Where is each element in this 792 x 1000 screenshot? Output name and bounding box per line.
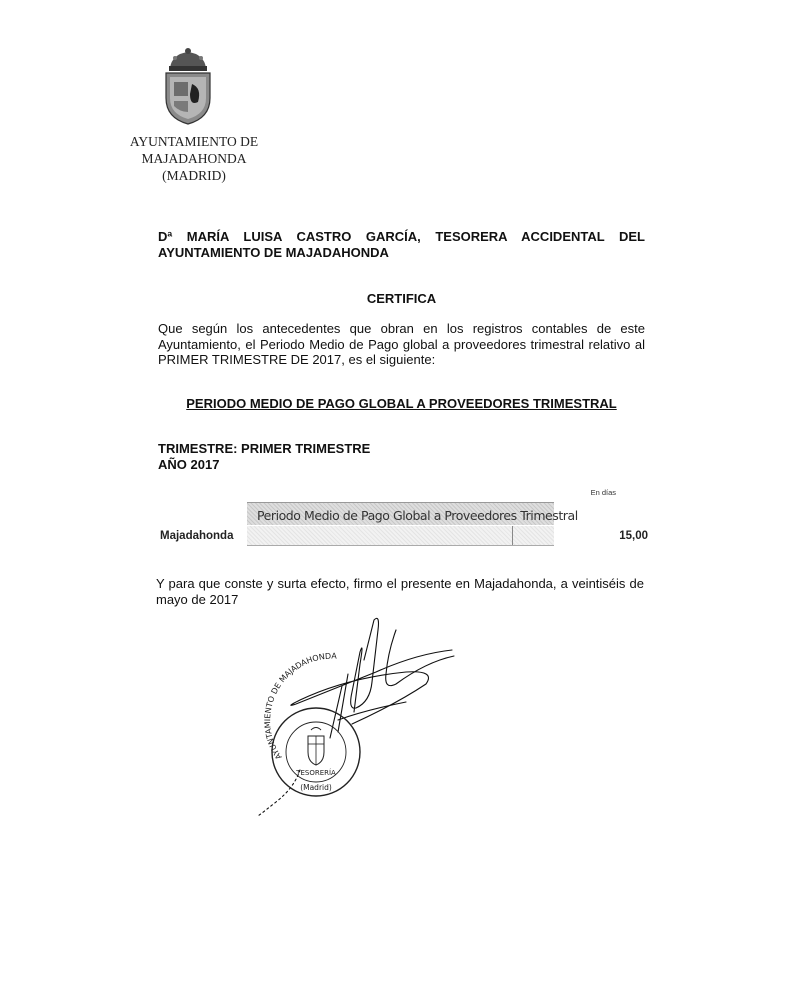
signer-heading [158, 229, 645, 261]
council-line: MAJADAHONDA [141, 151, 247, 166]
row-value: 15,00 [619, 530, 648, 542]
intro-line: Que según los antecedentes que obran en los registros contables de este [158, 321, 645, 336]
stamp-center-text: TESORERÍA [296, 769, 336, 777]
coat-of-arms-icon [160, 46, 216, 126]
row-label: Majadahonda [160, 530, 234, 542]
section-title: PERIODO MEDIO DE PAGO GLOBAL A PROVEEDORES TRIMESTRAL [186, 396, 617, 411]
trimestre-label: TRIMESTRE: PRIMER TRIMESTRE [158, 441, 371, 456]
unit-label: En días [590, 488, 616, 497]
table-header-text: Periodo Medio de Pago Global a Proveedores Trimestral [257, 508, 578, 523]
stamp-ring-text: AYUNTAMIENTO DE MAJADAHONDA [263, 651, 337, 762]
table-header-cell [247, 502, 578, 525]
intro-line: Ayuntamiento, el Periodo Medio de Pago global a proveedores trimestral relativo al [158, 336, 645, 352]
council-line: (MADRID) [162, 168, 226, 183]
council-name [118, 133, 270, 184]
closing-paragraph [156, 576, 644, 608]
closing-line: Y para que conste y surta efecto, firmo el presente en Majadahonda, a veintiséis de [156, 576, 644, 591]
signer-line: AYUNTAMIENTO DE MAJADAHONDA [158, 245, 389, 260]
signature-icon [258, 618, 454, 816]
certifica-title: CERTIFICA [366, 291, 437, 306]
intro-line: PRIMER TRIMESTRE DE 2017, es el siguiente: [158, 352, 436, 367]
closing-line: mayo de 2017 [156, 592, 239, 607]
period-info [158, 441, 370, 473]
anio-label: AÑO 2017 [158, 457, 220, 472]
stamp-bottom-text: (Madrid) [300, 783, 332, 792]
council-line: AYUNTAMIENTO DE [129, 134, 259, 149]
table-row [247, 526, 554, 546]
table-divider [512, 526, 513, 545]
intro-paragraph [158, 321, 645, 368]
signer-line: Dª MARÍA LUISA CASTRO GARCÍA, TESORERA ACCIDENTAL DEL [158, 229, 645, 244]
signature-stamp [256, 612, 456, 817]
